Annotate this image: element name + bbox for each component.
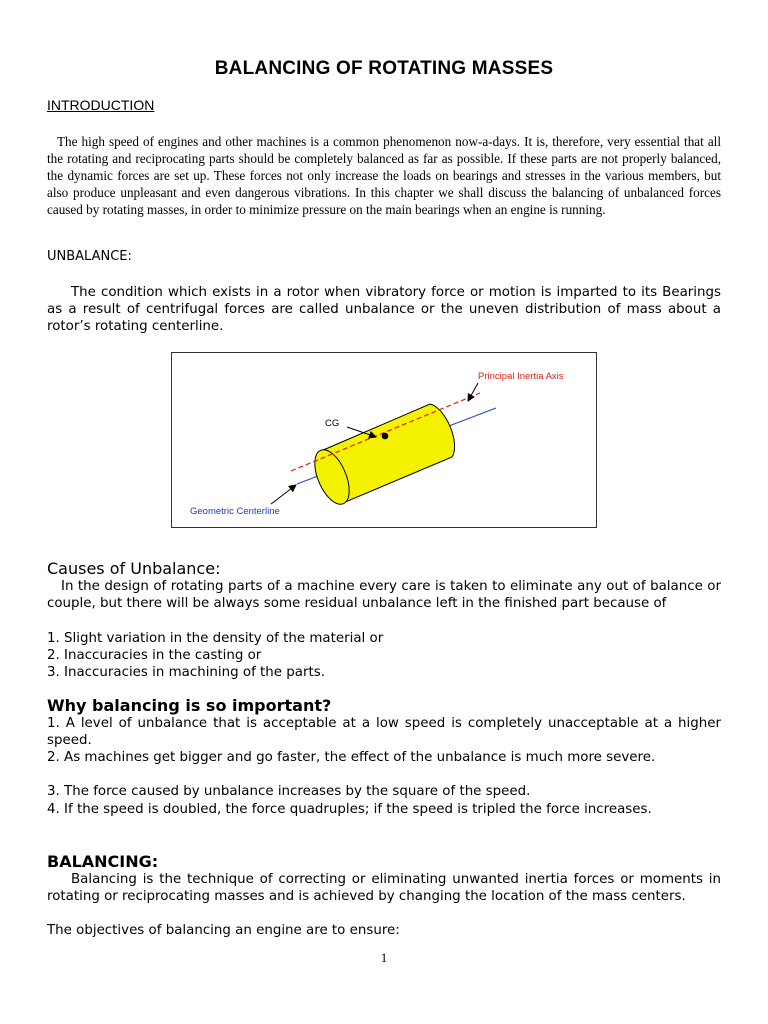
geometric-centerline-label: Geometric Centerline <box>190 506 280 517</box>
unbalance-paragraph: The condition which exists in a rotor when vibratory force or motion is imparted to its Bearings as a result of centrifugal forces are called unbalance or the uneven distribution of mass about a rotor’s rotating centerline. <box>47 285 721 335</box>
principal-axis-label: Principal Inertia Axis <box>478 371 564 382</box>
rotor-unbalance-figure <box>171 352 597 528</box>
causes-item-3: 3. Inaccuracies in machining of the parts. <box>47 665 325 680</box>
introduction-heading: INTRODUCTION <box>47 97 155 113</box>
causes-heading: Causes of Unbalance: <box>47 559 221 578</box>
causes-item-2: 2. Inaccuracies in the casting or <box>47 648 262 663</box>
geometric-centerline-arrow <box>271 485 296 504</box>
principal-axis-arrow <box>468 383 478 401</box>
why-item-2: 2. As machines get bigger and go faster, the effect of the unbalance is much more severe. <box>47 750 656 765</box>
why-item-4: 4. If the speed is doubled, the force quadruples; if the speed is tripled the force increases. <box>47 802 652 817</box>
why-item-3: 3. The force caused by unbalance increases by the square of the speed. <box>47 784 531 799</box>
cg-label: CG <box>325 418 340 429</box>
page-number: 1 <box>380 950 388 965</box>
introduction-paragraph: The high speed of engines and other machines is a common phenomenon now-a-days. It is, therefore, very essential that all the rotating and reciprocating parts should be completely balanced as far as possible. If these parts are not properly balanced, the dynamic forces are set up. These forces not only increase the loads on bearings and stresses in the various members, but also produce unpleasant and even dangerous vibrations. In this chapter we shall discuss the balancing of unbalanced forces caused by rotating masses, in order to minimize pressure on the main bearings when an engine is running. <box>47 134 721 217</box>
rotor-diagram <box>172 353 596 527</box>
unbalance-heading: UNBALANCE: <box>47 249 132 264</box>
balancing-heading: BALANCING: <box>47 852 159 871</box>
why-item-1: 1. A level of unbalance that is acceptable at a low speed is completely unacceptable at a higher speed. <box>47 716 721 749</box>
causes-item-1: 1. Slight variation in the density of the material or <box>47 631 384 646</box>
page-title: BALANCING OF ROTATING MASSES <box>214 58 554 79</box>
balancing-paragraph: Balancing is the technique of correcting or eliminating unwanted inertia forces or moments in rotating or reciprocating masses and is achieved by changing the location of the mass centers. <box>47 872 721 905</box>
why-heading: Why balancing is so important? <box>47 696 332 715</box>
cg-dot <box>382 433 389 440</box>
balancing-objectives: The objectives of balancing an engine are to ensure: <box>47 923 400 938</box>
causes-paragraph: In the design of rotating parts of a machine every care is taken to eliminate any out of balance or couple, but there will be always some residual unbalance left in the finished part because of <box>47 579 721 612</box>
